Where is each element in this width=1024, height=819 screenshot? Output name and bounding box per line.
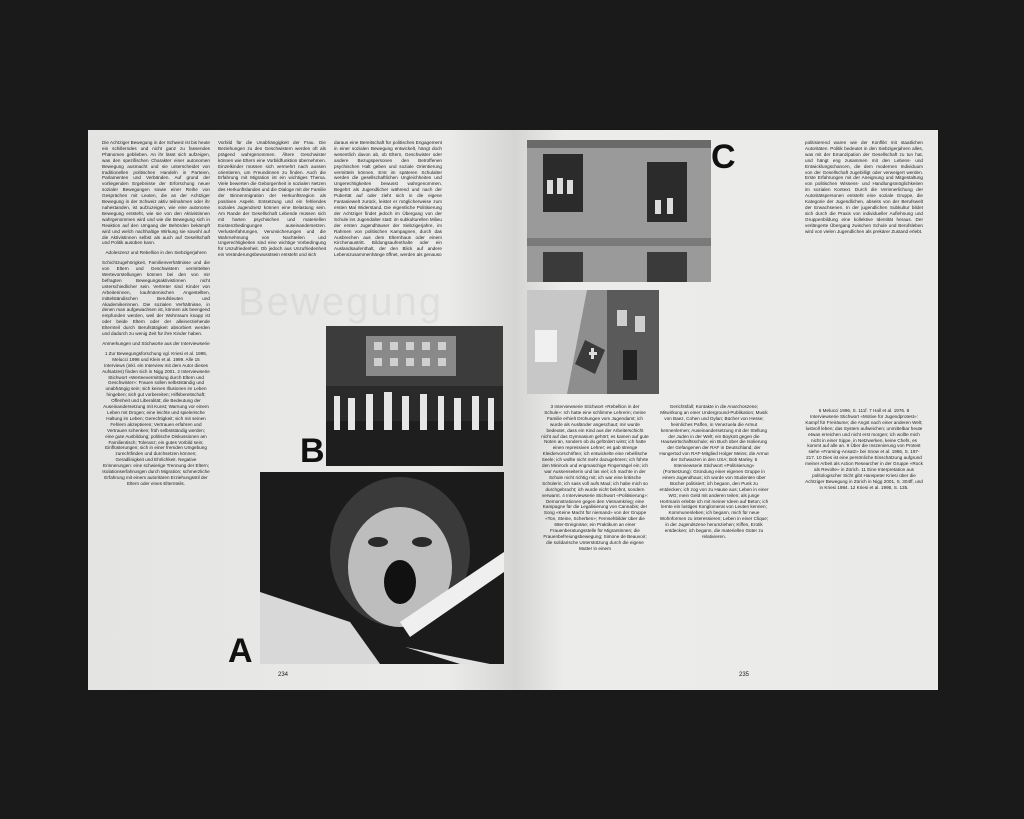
footnotes: 1 Zur Bewegungsforschung vgl. Kriesi et al. 1995, Melucci 1996 und Klein et al. 1999. Alle 15 Interviews (inkl. ein Interview mit dem Autor dieses Aufsatzes) finden sich in Nigg 2001. 2 Interviewserie Stichwort «Werteevermittlung durch Eltern und Geschwister»: Frauen sollen selbstständig und unabhängig sein; sich keinen Illusionen im Leben hingeben; sich gut vorbereiten; Hilfsbereitschaft; Offenheit und Liberalität; die Bedeutung der Auseinandersetzung mit Kunst; Warnung vor einem Leben mit Drogen; eine leichte und spielerische Haltung im Leben; Gerechtigkeit; sich mit seinen Fehlern akzeptieren; Vertrauen erfahren und Vertrauen schenken; früh selbstständig werden; eine gute Ausbildung; politische Diskussionen am Familientisch; Toleranz; ein gutes Vorbild sein; Einflüsterungen; sich in einer fremden Umgebung zurechtfinden und durchsetzen können; Geradlinigkeit und Ehrlichkeit. Negative Erinnerungen: eine schwierige Trennung der Eltern; Isolationserfahrungen durch Migration; schmerzliche Erfahrung mit einem autoritären Erziehungsstil der Eltern oder eines Elternteils. (102, 350, 210, 486)
photo-b-street-protest (326, 326, 503, 466)
photo-a-label: A (228, 632, 253, 670)
footnotes: Gerichtsfall; Kontakte in die Anarchoszene; Mitwirkung an einer Underground-Publikation; Musik von Baez, Cohen und Dylan; Bücher von Hesse; heimliches Paffen, in Venezuela die Armut kennenlernen; Auseinandersetzung mit der Stellung der Juden in der Welt; ein Boykott gegen die Hauswirtschaftsschule; ein Buch über die Isolierung der Gefangenen der RAF in Deutschland; der Hungertod von RAF-Mitglied Holger Meins; die Armut der Schwarzen in den USA; Bob Marley. 5 Interviewserie Stichwort «Politisierung» (Fortsetzung): Gründung einer eigenen Gruppe in einem Jugendhaus; ich wurde von Studenten über Bücher politisiert; ich begann, den Punk zu entdecken; ich zog von zu Hause aus; Leben in einer WG; mein Geld mit anderen teilen; als junge Hortmarin erlebte ich mit meiner Ideen auf Beton; ich lernte ein lustiges Konglomerat von Leuten kennen; Kommunenleben; ich begann, mich für neue Wohnformen zu interessieren; Leben in einer Clique; in der Jugendszene herumziehen; Kiffen, Erotik entdecken; ich begann, die materiellen Güter zu relativieren. (659, 404, 769, 539)
body-text: daraus eine Bereitschaft für politisches Engagement in einer sozialen Bewegung entwickelt, hängt doch wesentlich davon ab, ob Eltern, Geschwister oder andere Bezugspersonen den Betroffenen psychischen Halt geben und soziale Orientierung vermitteln können. Erst im späteren Schulalter werden die gesellschaftlichen Ungleichheiten und Ungerechtigkeiten bewusst wahrgenommen. Begehrt als Jugendlicher während und nach der Pubertät auf oder zieht sich in die eigene Fantasiewelt zurück, leistet er möglicherweise zum ersten Mal Widerstand. Die eigentliche Politisierung der Achtziger findet jedoch im Übergang von der Schule ins Jugendalter statt: im subkulturellen Milieu der ersten Jugendhäuser der Siebzigerjahre, im Rahmen von politischen Kampagnen, durch das Ausbrechen aus dem Elternhaus oder einem Kirchenaustritt. Bildungsaufenthalte oder ein Auslandsaufenthalt, der den Blick auf andere Lebenszusammenhänge öffnet, werden als genauso (334, 140, 442, 258)
body-text: Vorbild für die Unabhängigkeit der Frau. Die Beziehungen zu den Geschwistern werden oft als prägend wahrgenommen. Ältere Geschwister können wie Eltern eine Vorbildfunktion übernehmen. Einzelkinder müssen sich vermehrt nach aussen orientieren, um Freundinnen zu finden. Auch die Erfahrung mit Migration ist ein wichtiges Thema. Viele bewerten die Geborgenheit in sozialen Netzen des Herkunftslandes und die Dialoge mit der Familie der Binnenmigration der Herkunftsregion als positiven Aspekt. Entsetzung und ein fehlendes soziales Jugendnetz können eine Belastung sein. Am Rande der Gesellschaft Lebende müssen sich mit harten psychischen und materiellen Existenzbedingungen auseinandersetzen. Verlusterfahrungen, Verunsicherungen und die Wahrnehmung von Nachteilen und Ungerechtigkeiten sind eine wichtige Vorbedingung für Unzufriedenheit. Ob jedoch aus Unzufriedenheit ein Veränderungsbewusstsein entsteht und sich (218, 140, 326, 258)
right-notes-column-3 (805, 408, 923, 682)
notes-heading: Anmerkungen und Stichworte aus der Interviewserie (102, 341, 210, 346)
section-heading: Adoleszenz und Rebellion in den Siebzigerjahren (105, 250, 207, 256)
footnotes: 3 Interviewserie Stichwort «Rebellion in der Schule»: Ich hatte eine schlimme Lehrerin; meine Familie erhielt Drohungen vom Jugendamt; ich wurde als Ausländer angeschaut; mir wurde bedeutet, dass ein Kind aus der Arbeiterschicht nicht auf das Gymnasium gehört; es kamen auf gute Noten an, sondern ob du gefördert wirst; ich hatte einen repressiven Lehrer; es gab strenge Kleidervorschriften; ich entwickelte eine rebellische Seele; ich wollte nicht mehr dazugehören; ich führte den Minirock und engmaschige Fingernägel ein; ich war Aussenseiterin und las viel; ich machte in der Schule nicht richtig mit; ich war eine kritische Schülerin; ich sass voll aufs Maul; ich habe mich so durchgebracht; ich wurde nicht belohnt, sondern verwarnt. 4 Interviewserie Stichwort «Politisierung»: Demonstrationen gegen den Vietnamkrieg; eine Kampagne für die Legalisierung von Cannabis; der Song «Keine Macht für niemand» von der Gruppe «Ton, Steine, Scherben»; Fernsehbilder über die 68er-Ereignisse; ein Praktikum an einer Frauenberatungsstelle für Migrantinnen; die Frauenbefreiungsbewegung; Simone de Beauvoir; die solidarische Unterstützung durch die eigene Mutter in einem (541, 404, 649, 551)
right-column-3 (805, 140, 923, 402)
photo-c-label: C (711, 138, 736, 176)
body-text: Die Achtziger Bewegung in der Schweiz ist bis heute ein schillerndes und nicht ganz zu fassendes Phänomen geblieben. An ihr lässt sich aufzeigen, was den spezifischen Charakter einer autonomen Bewegung ausmacht und sie unterscheidet von traditionellen politischen Handeln in Parteien, Parlamenten und Verbänden. Auf grund der vorliegenden Ergebnisse der Erforschung neuer sozialer Bewegungen sowie einer Reihe von Gesprächen mit Leuten, die an der Achtziger Bewegung in der Schweiz aktiv teilnahmen oder ihr nahestanden, ist aufzuzeigen, wie eine autonome Bewegung entsteht, wie sie von den Aktivistinnen wahrgenommen wird und wie die Bewegung sich in Reaktion auf den Umgang der Behörden bekämpft wird und welch nachhaltige Wirkung sie sowohl auf die Aktivistinnen selbst als auch auf Gesellschaft und Politik ausüben kann. (102, 140, 211, 246)
photo-b-label: B (300, 432, 325, 470)
left-column-1 (102, 140, 210, 491)
right-page (513, 130, 938, 690)
left-column-2 (218, 140, 326, 325)
page-number-right: 235 (739, 672, 750, 678)
right-notes-column-2 (659, 404, 769, 682)
body-text: Schichtzugehörigkeit, Familienverhältnisse und die von Eltern und Geschwistern vermittelten Wertevorstellungen können bei den von mir befragten Bewegungsaktivistinnen nicht unterschiedlicher sein. Vertreter sind Kinder von Arbeiterinnen, kaufmännischen Angestellten, mittelständischen Berufsleuten und Akademikerinnen. Die sozialen Verhältnisse, in denen man aufgewachsen ist, können als beengend empfunden werden, weil der Wohnraum knapp ist oder beide Eltern oder der alleinerziehende Elternteil durch Berufstätigkeit absorbiert werden und dadurch zu wenig Zeit für ihre Kinder haben. (102, 260, 210, 337)
photo-a-screaming-face (260, 472, 504, 664)
photo-c-street-scene (527, 290, 659, 394)
right-notes-column-1 (541, 404, 649, 682)
footnotes: 6 Melucci 1996, S. 111f. 7 Hall et al. 1976. 8 Interviewserie Stichwort «Motive für Jugendprotest»: Kampf für Freiräume; die Angst nach einer anderen Welt; lustvoll leben; das System aufweichen; unmittelbar heute etwas erreichen und nicht erst morgen; ich wollte mich nicht in einer Sippe, in Netzwerken, keine Chefs, es kommt auf alle an. 9 Über die Inszenierung von Protest siehe «Framing-Ansatz» bei Snow et al. 1986, S. 197-217. 10 Dies ist eine persönliche Einschätzung aufgrund meiner Arbeit als Action Researcher in der Gruppe «Rock als Revolte» in Zürich. 11 Eine Interpretation aus politologischer Sicht gibt Hanspeter Kriesi über die Achtziger Bewegung in Zürich in Nigg 2001, S. 304ff, und in Kriesi 1984. 12 Kriesi et al. 1995, S. 135. (805, 408, 923, 490)
page-number-left: 234 (278, 672, 289, 678)
photo-c-building-facade (527, 140, 711, 282)
background-title: Bewegung (238, 280, 444, 324)
magazine-spread (88, 130, 938, 690)
left-page (88, 130, 513, 690)
body-text: politisierend waren wie der Konflikt mit staatlichen Autoritäten. Politik bedeutet in den Siebzigerjahren alles, was mit der Emanzipation der Gesellschaft zu tun hat, und hängt eng zusammen mit den Lebens- und Entwicklungschancen, die dem modernen Individuum von der Gesellschaft zugebilligt oder verweigert werden. Erste Erfahrungen mit der Aneignung und Mitgestaltung von politischen Wissens- und Handlungsmöglichkeiten im sozialen Kontext. Durch die Verinnerlichung der Autoritätspersonen entsteht eine soziale Gruppe, die Kategorie der Jugendlichen, abseits von der Berufswelt der Erwachsenen. In der jugendlichen Subkultur bildet sich durch die Praxis von individueller Auflehnung und Gruppenbildung eine kollektive Identität heraus. Der verlängerte Übergang zwischen Schule und Berufsleben wird von vielen Jugendlichen als prekärer Zustand erlebt. (805, 140, 923, 234)
left-column-3 (334, 140, 442, 320)
